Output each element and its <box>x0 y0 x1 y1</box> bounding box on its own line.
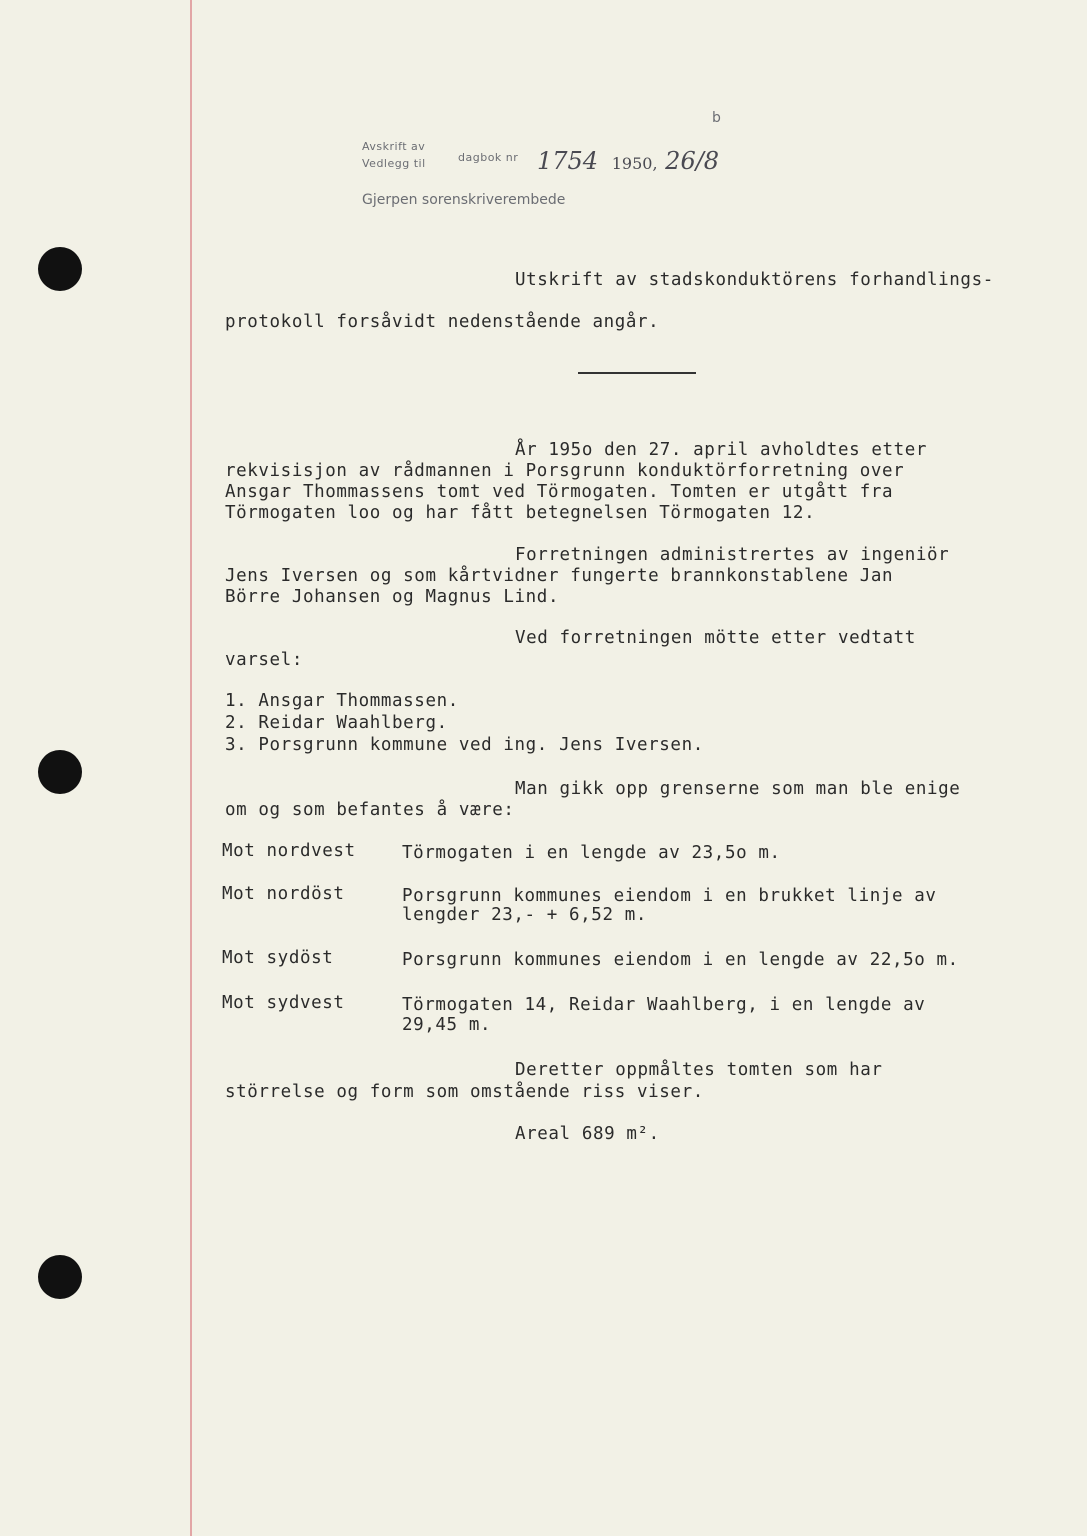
separator-rule <box>578 372 696 374</box>
stamp-line-2: Vedlegg til <box>362 157 426 170</box>
para3-line-1: Ved forretningen mötte etter vedtatt <box>515 628 916 648</box>
para2-line-1: Forretningen administrertes av ingeniör <box>515 545 950 565</box>
boundary-text: Porsgrunn kommunes eiendom i en brukket linje av <box>402 886 937 906</box>
stamp-year: 1950, <box>611 154 658 173</box>
attendee-2: 2. Reidar Waahlberg. <box>225 713 448 733</box>
boundary-direction: Mot sydvest <box>222 993 345 1013</box>
boundary-text: Törmogaten i en lengde av 23,5o m. <box>402 843 781 863</box>
stamp-number: 1754 <box>537 147 599 175</box>
punch-hole-icon <box>38 1255 82 1299</box>
boundary-text: Porsgrunn kommunes eiendom i en lengde av 22,5o m. <box>402 950 959 970</box>
para1-line-4: Törmogaten loo og har fått betegnelsen Törmogaten 12. <box>225 503 816 523</box>
stamp-date: 26/8 <box>665 147 720 175</box>
para5-line-2: störrelse og form som omstående riss viser. <box>225 1082 704 1102</box>
attendee-1: 1. Ansgar Thommassen. <box>225 691 459 711</box>
heading-line-2: protokoll forsåvidt nedenstående angår. <box>225 312 660 332</box>
para5-line-1: Deretter oppmåltes tomten som har <box>515 1060 883 1080</box>
para1-line-2: rekvisisjon av rådmannen i Porsgrunn konduktörforretning over <box>225 461 905 481</box>
para1-line-1: År 195o den 27. april avholdtes etter <box>515 440 928 460</box>
boundary-text: lengder 23,- + 6,52 m. <box>402 905 647 925</box>
para3-line-2: varsel: <box>225 650 303 670</box>
attendee-3: 3. Porsgrunn kommune ved ing. Jens Iversen. <box>225 735 704 755</box>
area-statement: Areal 689 m². <box>515 1124 660 1144</box>
stamp-office: Gjerpen sorenskriverembede <box>362 192 566 208</box>
para4-line-1: Man gikk opp grenserne som man ble enige <box>515 779 961 799</box>
heading-line-1: Utskrift av stadskonduktörens forhandlings- <box>515 270 994 290</box>
para2-line-2: Jens Iversen og som kårtvidner fungerte brannkonstablene Jan <box>225 566 894 586</box>
boundary-direction: Mot nordöst <box>222 884 345 904</box>
para4-line-2: om og som befantes å være: <box>225 800 515 820</box>
stamp-book-label: dagbok nr <box>458 151 519 164</box>
margin-rule <box>190 0 192 1536</box>
para2-line-3: Börre Johansen og Magnus Lind. <box>225 587 560 607</box>
punch-hole-icon <box>38 750 82 794</box>
stamp-handwritten-entry <box>537 147 719 175</box>
stamp-line-1: Avskrift av <box>362 140 426 153</box>
punch-hole-icon <box>38 247 82 291</box>
boundary-direction: Mot nordvest <box>222 841 356 861</box>
boundary-direction: Mot sydöst <box>222 948 334 968</box>
stamp-corner-mark: b <box>712 110 721 126</box>
para1-line-3: Ansgar Thommassens tomt ved Törmogaten. Tomten er utgått fra <box>225 482 894 502</box>
boundary-text: 29,45 m. <box>402 1015 492 1035</box>
boundary-text: Törmogaten 14, Reidar Waahlberg, i en lengde av <box>402 995 926 1015</box>
